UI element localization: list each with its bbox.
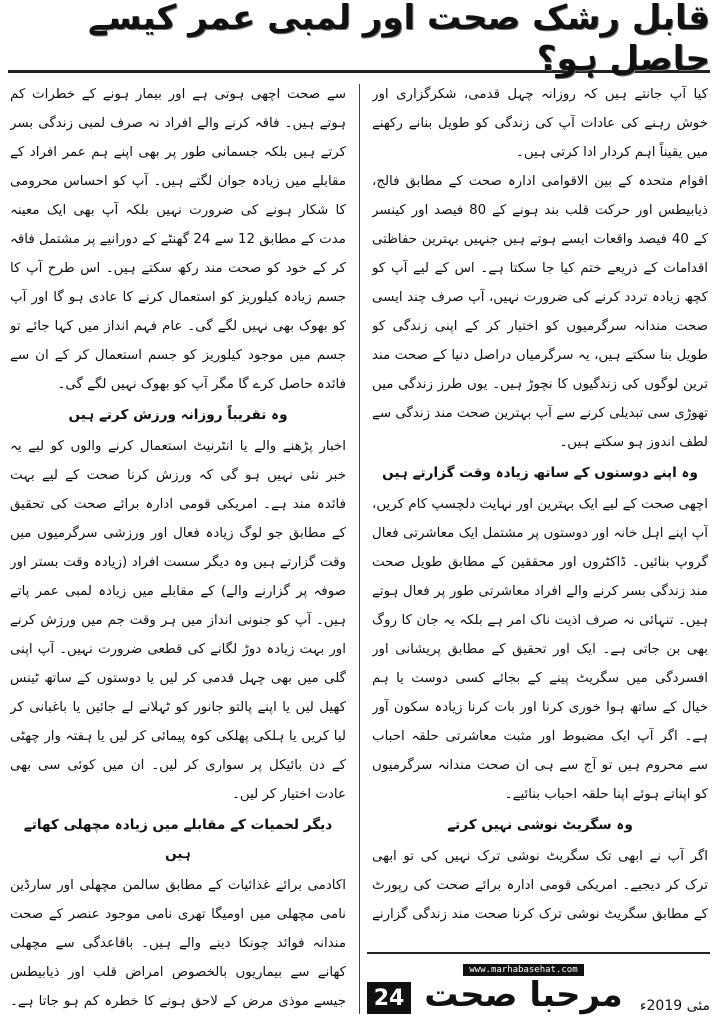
brand-logo: مرحبا صحت [424, 975, 623, 1015]
section-heading: دیگر لحمیات کے مقابلے میں زیادہ مچھلی کھاتے ہیں [23, 817, 333, 862]
masthead [411, 964, 636, 1014]
section-heading: وہ تقریباً روزانہ ورزش کرتے ہیں [68, 407, 288, 423]
paragraph: کیا آپ جانتے ہیں کہ روزانہ چہل قدمی، شکرگزاری اور خوش رہنے کی عادات آپ کی زندگی کو طویل بنانے رکھنے میں یقیناً اہم کردار ادا کرتی ہیں۔ [372, 87, 708, 160]
paragraph: اقوام متحدہ کے بین الاقوامی ادارہ صحت کے مطابق فالج، ذیابیطس اور حرکت قلب بند ہونے کے 80 فیصد اور کینسر کے 40 فیصد واقعات ایسے ہوتے ہیں جنہیں بہترین حفاظتی اقدامات کے ذریعے ختم کیا جا سکتا ہے۔ اس کے لیے آپ کو کچھ زیادہ تردد کرنے کی ضرورت نہیں، آپ صرف چند ایسی صحت مندانہ سرگرمیوں کو اختیار کر کے اپنی زندگی کو طویل بنا سکتے ہیں، یہ سرگرمیاں دراصل دنیا کے صحت مند ترین لوگوں کی زندگیوں کا نچوڑ ہیں۔ یوں طرز زندگی میں تھوڑی سی تبدیلی کرنے سے آپ بہترین صحت مند زندگی سے لطف اندوز ہو سکتے ہیں۔ [372, 174, 708, 450]
issue-date: مئی 2019ء [639, 998, 710, 1014]
right-column [372, 80, 708, 930]
section-heading: وہ سگریٹ نوشی نہیں کرتے [447, 817, 633, 833]
website-link[interactable]: www.marhabasehat.com [463, 964, 583, 976]
paragraph: اکادمی برائے غذائیات کے مطابق سالمن مچھلی اور سارڈین نامی مچھلی میں اومیگا تھری نامی موجود عنصر کے صحت مندانہ فوائد چونکا دینے والے ہیں۔ باقاعدگی سے مچھلی کھانے سے بیماریوں بالخصوص امراض قلب اور ذیابیطس جیسے موذی مرض کے لاحق ہونے کا خطرہ کم ہو جاتا ہے۔ [10, 878, 346, 1009]
article-title: قابل رشک صحت اور لمبی عمر کیسے حاصل ہو؟ [88, 0, 710, 79]
magazine-footer [367, 952, 710, 1014]
paragraph: اگر آپ نے ابھی تک سگریٹ نوشی ترک نہیں کی تو ابھی ترک کر دیجیے۔ امریکی قومی ادارہ برائے صحت کی رپورٹ کے مطابق سگریٹ نوشی ترک کرنا صحت مند زندگی گزارنے [372, 849, 708, 922]
title-banner [8, 0, 710, 79]
column-divider [359, 84, 360, 1014]
paragraph: سے صحت اچھی ہوتی ہے اور بیمار ہونے کے خطرات کم ہوتے ہیں۔ فاقہ کرنے والے افراد نہ صرف لمبی زندگی بسر کرتے ہیں بلکہ جسمانی طور پر بھی اپنے ہم عمر افراد کے مقابلے میں زیادہ جوان لگتے ہیں۔ آپ کو احساس محرومی کا شکار ہونے کی ضرورت نہیں بلکہ آپ بھی ایک معینہ مدت کے مطابق 12 سے 24 گھنٹے کے دورانیے پر مشتمل فاقہ کر کے خود کو صحت مند رکھ سکتے ہیں۔ اس طرح آپ کا جسم زیادہ کیلوریز کو استعمال کرنے کا عادی ہو گا اور آپ کو بھوک بھی نہیں لگے گی۔ عام فہم انداز میں کہا جائے تو جسم میں موجود کیلوریز کو جسم استعمال کر کے ان سے فائدہ حاصل کرے گا مگر آپ کو بھوک نہیں لگے گی۔ [10, 87, 346, 392]
left-column [10, 80, 346, 1010]
paragraph: اچھی صحت کے لیے ایک بہترین اور نہایت دلچسپ کام کریں، آپ اپنے اہل خانہ اور دوستوں پر مشتمل ایک معاشرتی فعال گروپ بنائیں۔ ڈاکٹروں اور محققین کے مطابق طویل صحت مند زندگی بسر کرنے والے افراد معاشرتی طور پر فعال ہوتے ہیں۔ تنہائی نہ صرف اذیت ناک امر ہے بلکہ یہ جان کا روگ بھی بن جاتی ہے۔ ایک اور تحقیق کے مطابق پریشانی اور افسردگی میں سگریٹ پینے کے بجائے کسی دوست یا ہم خیال کے ساتھ ہوا خوری کرنا اور بات کرنا زیادہ سکون آور ہے۔ اگر آپ ایک مضبوط اور مثبت معاشرتی حلقہ احباب سے محروم ہیں تو آج سے ہی ان صحت مندانہ سرگرمیوں کو اپناتے ہوئے اپنا حلقہ احباب بنائیے۔ [372, 497, 708, 802]
paragraph: اخبار پڑھنے والے یا انٹرنیٹ استعمال کرنے والوں کو لیے یہ خبر نئی نہیں ہو گی کہ ورزش کرنا صحت کے لیے بہت فائدہ مند ہے۔ امریکی قومی ادارہ برائے صحت کی تحقیق کے مطابق جو لوگ زیادہ فعال اور ورزشی سرگرمیوں میں وقت گزارتے ہیں وہ دیگر سست افراد (زیادہ وقت بستر اور صوفہ پر گزارنے والے) کے مقابلے میں زیادہ لمبی عمر پاتے ہیں۔ آپ کو جنونی انداز میں ہر وقت جم میں ورزش کرنے اور بہت زیادہ دوڑ لگانے کی قطعی ضرورت نہیں۔ آپ اپنی گلی میں بھی چہل قدمی کر لیں یا دوستوں کے ساتھ ٹینس کھیل لیں یا اپنے پالتو جانور کو ٹہلانے لے جائیں یا باغبانی کر لیا کریں یا ہلکی پھلکی کوہ پیمائی کر لیں یا ہفتہ وار چھٹی کے دن بائیکل پر سواری کر لیں۔ ان میں کوئی سی بھی عادت اختیار کر لیں۔ [10, 439, 346, 802]
section-heading: وہ اپنے دوستوں کے ساتھ زیادہ وقت گزارتے ہیں [382, 465, 698, 481]
page-number: 24 [367, 982, 411, 1014]
